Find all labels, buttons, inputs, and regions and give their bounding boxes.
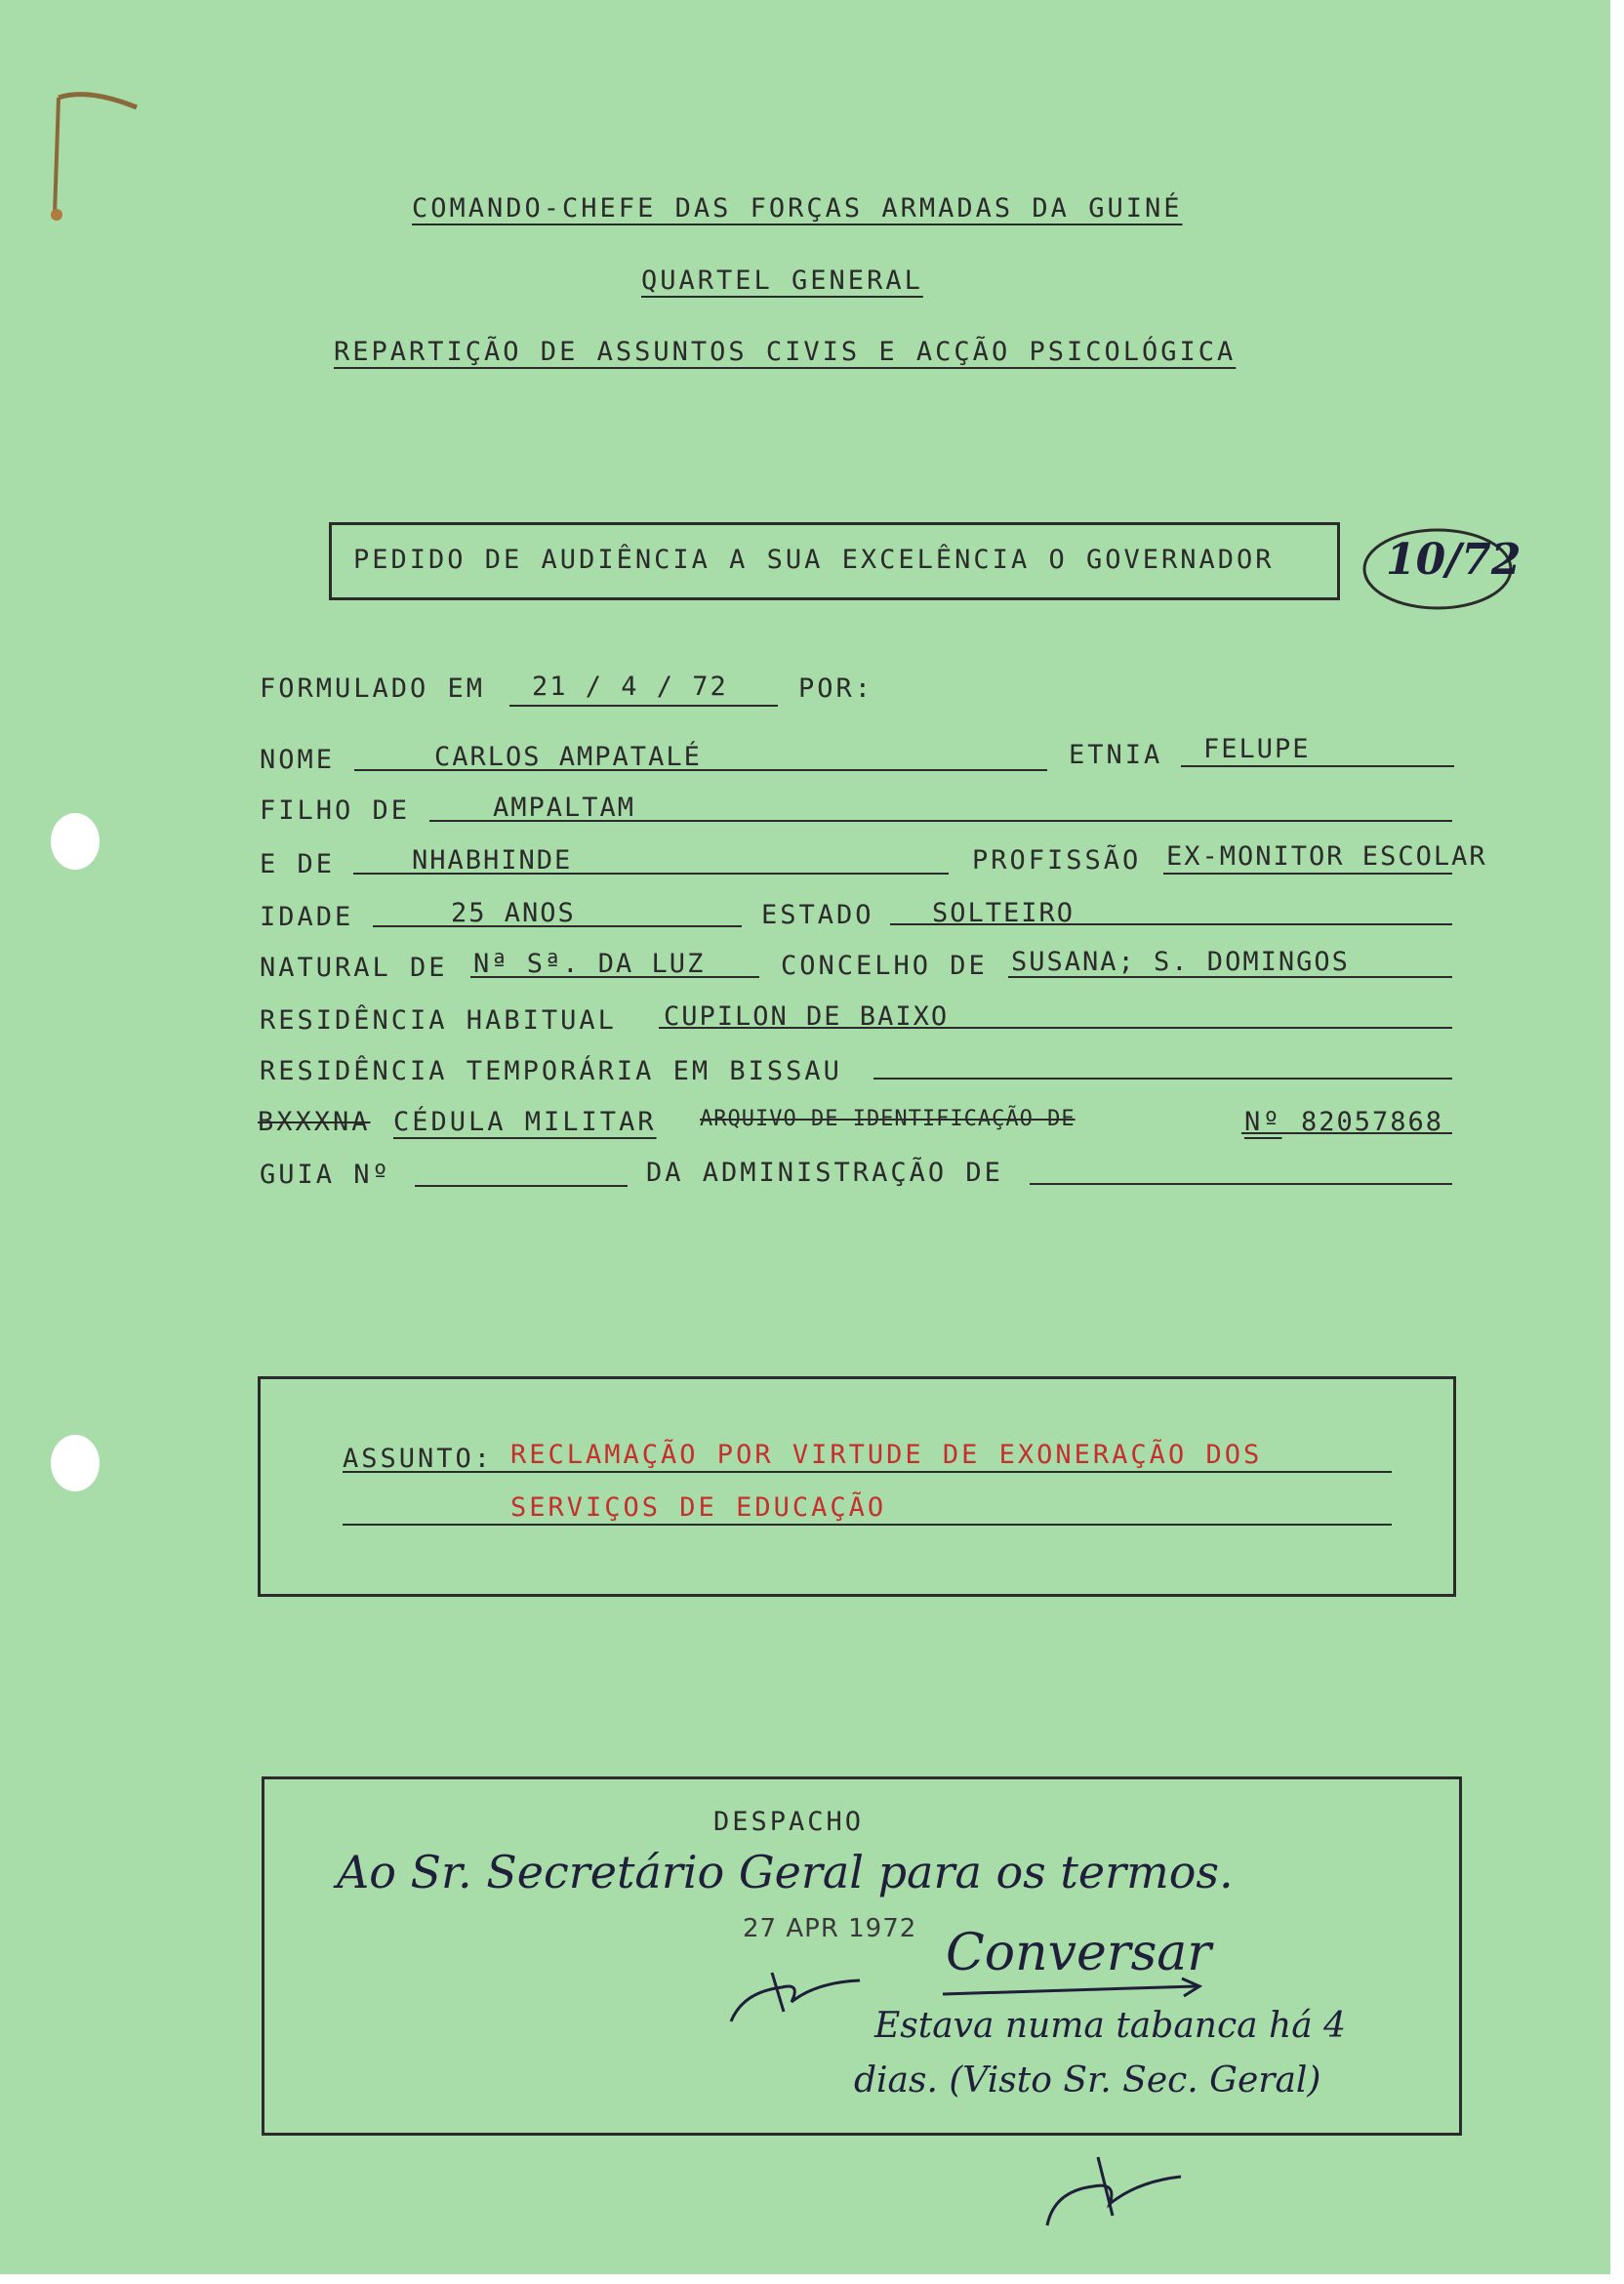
- etnia-value: FELUPE: [1203, 734, 1311, 764]
- punch-hole: [51, 813, 100, 870]
- staple-mark-icon: [20, 78, 156, 234]
- header-line-1: COMANDO-CHEFE DAS FORÇAS ARMADAS DA GUINÉ: [412, 193, 1183, 224]
- filho-label: FILHO DE: [260, 795, 411, 826]
- profissao-value: EX-MONITOR ESCOLAR: [1166, 841, 1487, 872]
- etnia-label: ETNIA: [1069, 740, 1163, 770]
- despacho-label: DESPACHO: [713, 1807, 865, 1837]
- title-box: [329, 522, 1340, 600]
- despacho-handwriting-1: Ao Sr. Secretário Geral para os termos.: [337, 1846, 1234, 1898]
- natural-value: Nª Sª. DA LUZ: [473, 949, 706, 979]
- guia-label: GUIA Nº: [260, 1160, 391, 1190]
- nome-value: CARLOS AMPATALÉ: [434, 742, 702, 772]
- initials-mark-icon: [723, 1953, 870, 2031]
- header-line-2: QUARTEL GENERAL: [641, 265, 923, 296]
- doc-number-label: Nº: [1244, 1107, 1282, 1137]
- punch-hole: [51, 1435, 100, 1491]
- filho-value: AMPALTAM: [493, 793, 636, 823]
- assunto-underline-1: [343, 1471, 1392, 1473]
- guia-underline: [415, 1185, 628, 1187]
- assunto-label: ASSUNTO:: [343, 1444, 494, 1474]
- doc-label: CÉDULA MILITAR: [393, 1107, 657, 1137]
- despacho-handwriting-2: Estava numa tabanca há 4: [874, 2006, 1347, 2046]
- assunto-line-2: SERVIÇOS DE EDUCAÇÃO: [510, 1492, 887, 1523]
- natural-label: NATURAL DE: [260, 953, 448, 983]
- date-value: 21 / 4 / 72: [532, 672, 728, 702]
- underline-arrow-icon: [938, 1975, 1211, 2004]
- despacho-stamp-date: 27 APR 1972: [743, 1914, 917, 1943]
- idade-value: 25 ANOS: [451, 898, 576, 928]
- title-text: PEDIDO DE AUDIÊNCIA A SUA EXCELÊNCIA O GOVERNADOR: [353, 545, 1275, 575]
- admin-label: DA ADMINISTRAÇÃO DE: [646, 1158, 1003, 1188]
- date-underline: [509, 705, 778, 707]
- etnia-underline: [1181, 765, 1454, 767]
- nome-label: NOME: [260, 745, 336, 775]
- despacho-handwriting-3: dias. (Visto Sr. Sec. Geral): [854, 2060, 1321, 2100]
- formulado-label: FORMULADO EM: [260, 673, 486, 704]
- temporaria-label: RESIDÊNCIA TEMPORÁRIA EM BISSAU: [260, 1056, 842, 1086]
- assunto-underline-2: [343, 1524, 1392, 1526]
- assunto-box: [258, 1376, 1456, 1597]
- despacho-signature: Conversar: [946, 1924, 1212, 1982]
- temporaria-underline: [873, 1078, 1452, 1080]
- despacho-box: [262, 1776, 1462, 2136]
- concelho-value: SUSANA; S. DOMINGOS: [1011, 947, 1350, 977]
- ede-value: NHABHINDE: [412, 845, 573, 876]
- profissao-label: PROFISSÃO: [972, 845, 1142, 876]
- por-label: POR:: [798, 673, 874, 704]
- bottom-initials-icon: [1039, 2147, 1186, 2235]
- header-line-3: REPARTIÇÃO DE ASSUNTOS CIVIS E ACÇÃO PSICOLÓGICA: [334, 337, 1237, 367]
- reference-number: 10/72: [1386, 535, 1522, 585]
- estado-label: ESTADO: [761, 900, 874, 930]
- ede-label: E DE: [260, 849, 336, 879]
- doc-struck-2: ARQUIVO DE IDENTIFICAÇÃO DE: [700, 1107, 1076, 1131]
- admin-underline: [1030, 1183, 1452, 1185]
- idade-label: IDADE: [260, 902, 354, 932]
- doc-number-value: 82057868: [1301, 1107, 1444, 1137]
- residencia-label: RESIDÊNCIA HABITUAL: [260, 1005, 617, 1036]
- profissao-underline: [1163, 873, 1452, 875]
- residencia-value: CUPILON DE BAIXO: [664, 1001, 950, 1032]
- estado-value: SOLTEIRO: [932, 898, 1076, 928]
- doc-struck-1: BXXXNA: [258, 1107, 371, 1137]
- concelho-label: CONCELHO DE: [781, 951, 988, 981]
- assunto-line-1: RECLAMAÇÃO POR VIRTUDE DE EXONERAÇÃO DOS: [510, 1440, 1263, 1470]
